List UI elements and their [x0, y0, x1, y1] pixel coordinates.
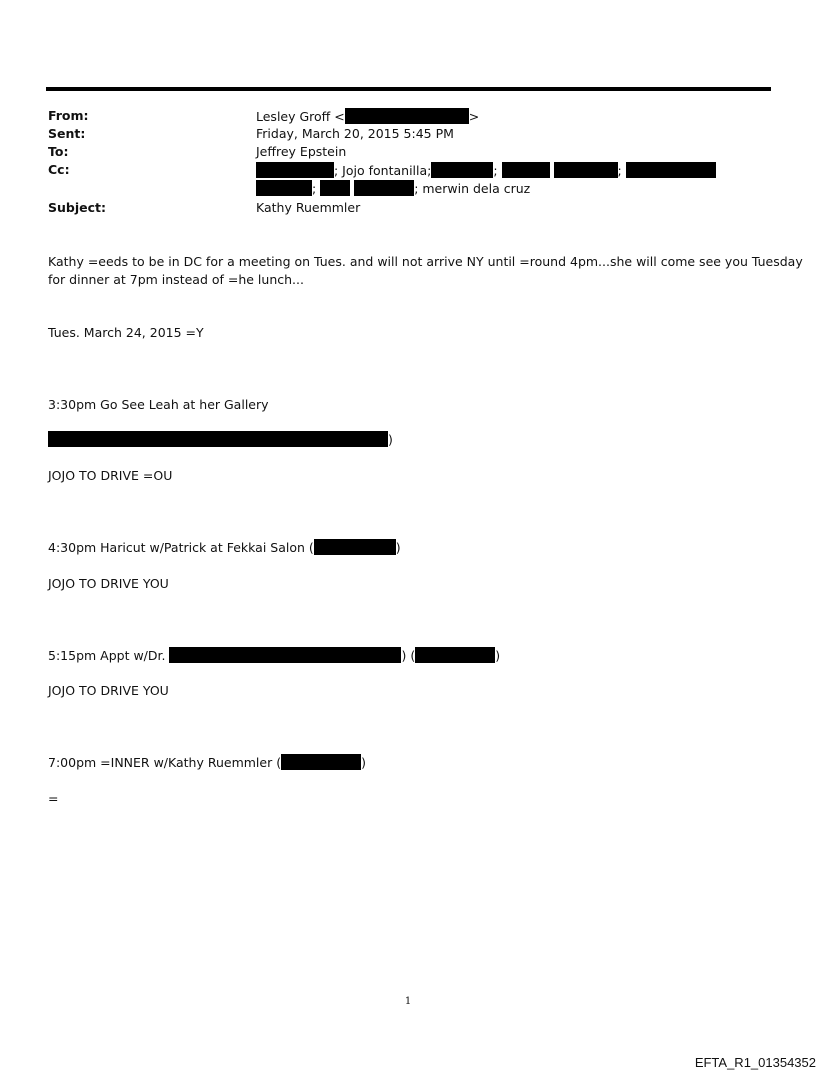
redaction-block [314, 539, 396, 555]
cc-sep4: ; [312, 181, 317, 196]
subject-label: Subject: [48, 200, 106, 215]
item-4-close: ) [361, 755, 366, 770]
from-close: > [468, 109, 480, 124]
to-label: To: [48, 144, 69, 159]
redaction-block [48, 431, 388, 447]
to-value: Jeffrey Epstein [256, 144, 347, 159]
redaction-block [415, 647, 495, 663]
redaction-block [345, 108, 469, 124]
redaction-block [256, 180, 312, 196]
cc-label: Cc: [48, 162, 70, 177]
item-1: 3:30pm Go See Leah at her Gallery [48, 397, 269, 412]
trailing-marker: = [48, 791, 59, 806]
date-line: Tues. March 24, 2015 =Y [48, 325, 204, 340]
cc-end: ; merwin dela cruz [414, 181, 531, 196]
cc-sep3: ; [617, 163, 622, 178]
cc-line2 [256, 180, 530, 196]
subject-value: Kathy Ruemmler [256, 200, 361, 215]
redaction-block [431, 162, 493, 178]
item-2-close: ) [395, 540, 401, 555]
header-rule [46, 87, 771, 91]
redaction-block [554, 162, 618, 178]
item-1-drive: JOJO TO DRIVE =OU [48, 468, 173, 483]
item-3-drive: JOJO TO DRIVE YOU [48, 683, 169, 698]
sent-value: Friday, March 20, 2015 5:45 PM [256, 126, 454, 141]
cc-sep2: ; [493, 163, 498, 178]
redaction-block [281, 754, 361, 770]
redaction-block [354, 180, 414, 196]
redaction-block [626, 162, 716, 178]
item-3-text: 5:15pm Appt w/Dr. [48, 648, 166, 663]
cc-line1 [256, 162, 716, 178]
bates-text: EFTA_R1_01354352 [694, 1055, 816, 1070]
redaction-block [502, 162, 550, 178]
item-4-text: 7:00pm =INNER w/Kathy Ruemmler ( [48, 755, 282, 770]
from-name: Lesley Groff < [256, 109, 345, 124]
intro-paragraph [48, 253, 803, 289]
sent-label: Sent: [48, 126, 86, 141]
item-2-text: 4:30pm Haricut w/Patrick at Fekkai Salon ( [48, 540, 314, 555]
redaction-block [169, 647, 401, 663]
redaction-block [320, 180, 350, 196]
cc-sep1: ; Jojo fontanilla; [334, 163, 432, 178]
redaction-block [256, 162, 334, 178]
intro-line-1: Kathy =eeds to be in DC for a meeting on Tues. and will not arrive NY until =round 4pm...she will come see you Tuesday [48, 254, 803, 269]
item-3 [48, 647, 500, 665]
item-3-close: ) [495, 648, 501, 663]
item-4 [48, 754, 366, 772]
intro-line-2: for dinner at 7pm instead of =he lunch... [48, 272, 304, 287]
item-2-drive: JOJO TO DRIVE YOU [48, 576, 169, 591]
item-2 [48, 539, 401, 557]
from-label: From: [48, 108, 89, 123]
page-number: 1 [404, 996, 412, 1007]
item-1-redacted-line [48, 431, 393, 449]
from-value [256, 108, 479, 124]
item-1-close: ) [388, 432, 393, 447]
item-3-mid: ) ( [401, 648, 416, 663]
